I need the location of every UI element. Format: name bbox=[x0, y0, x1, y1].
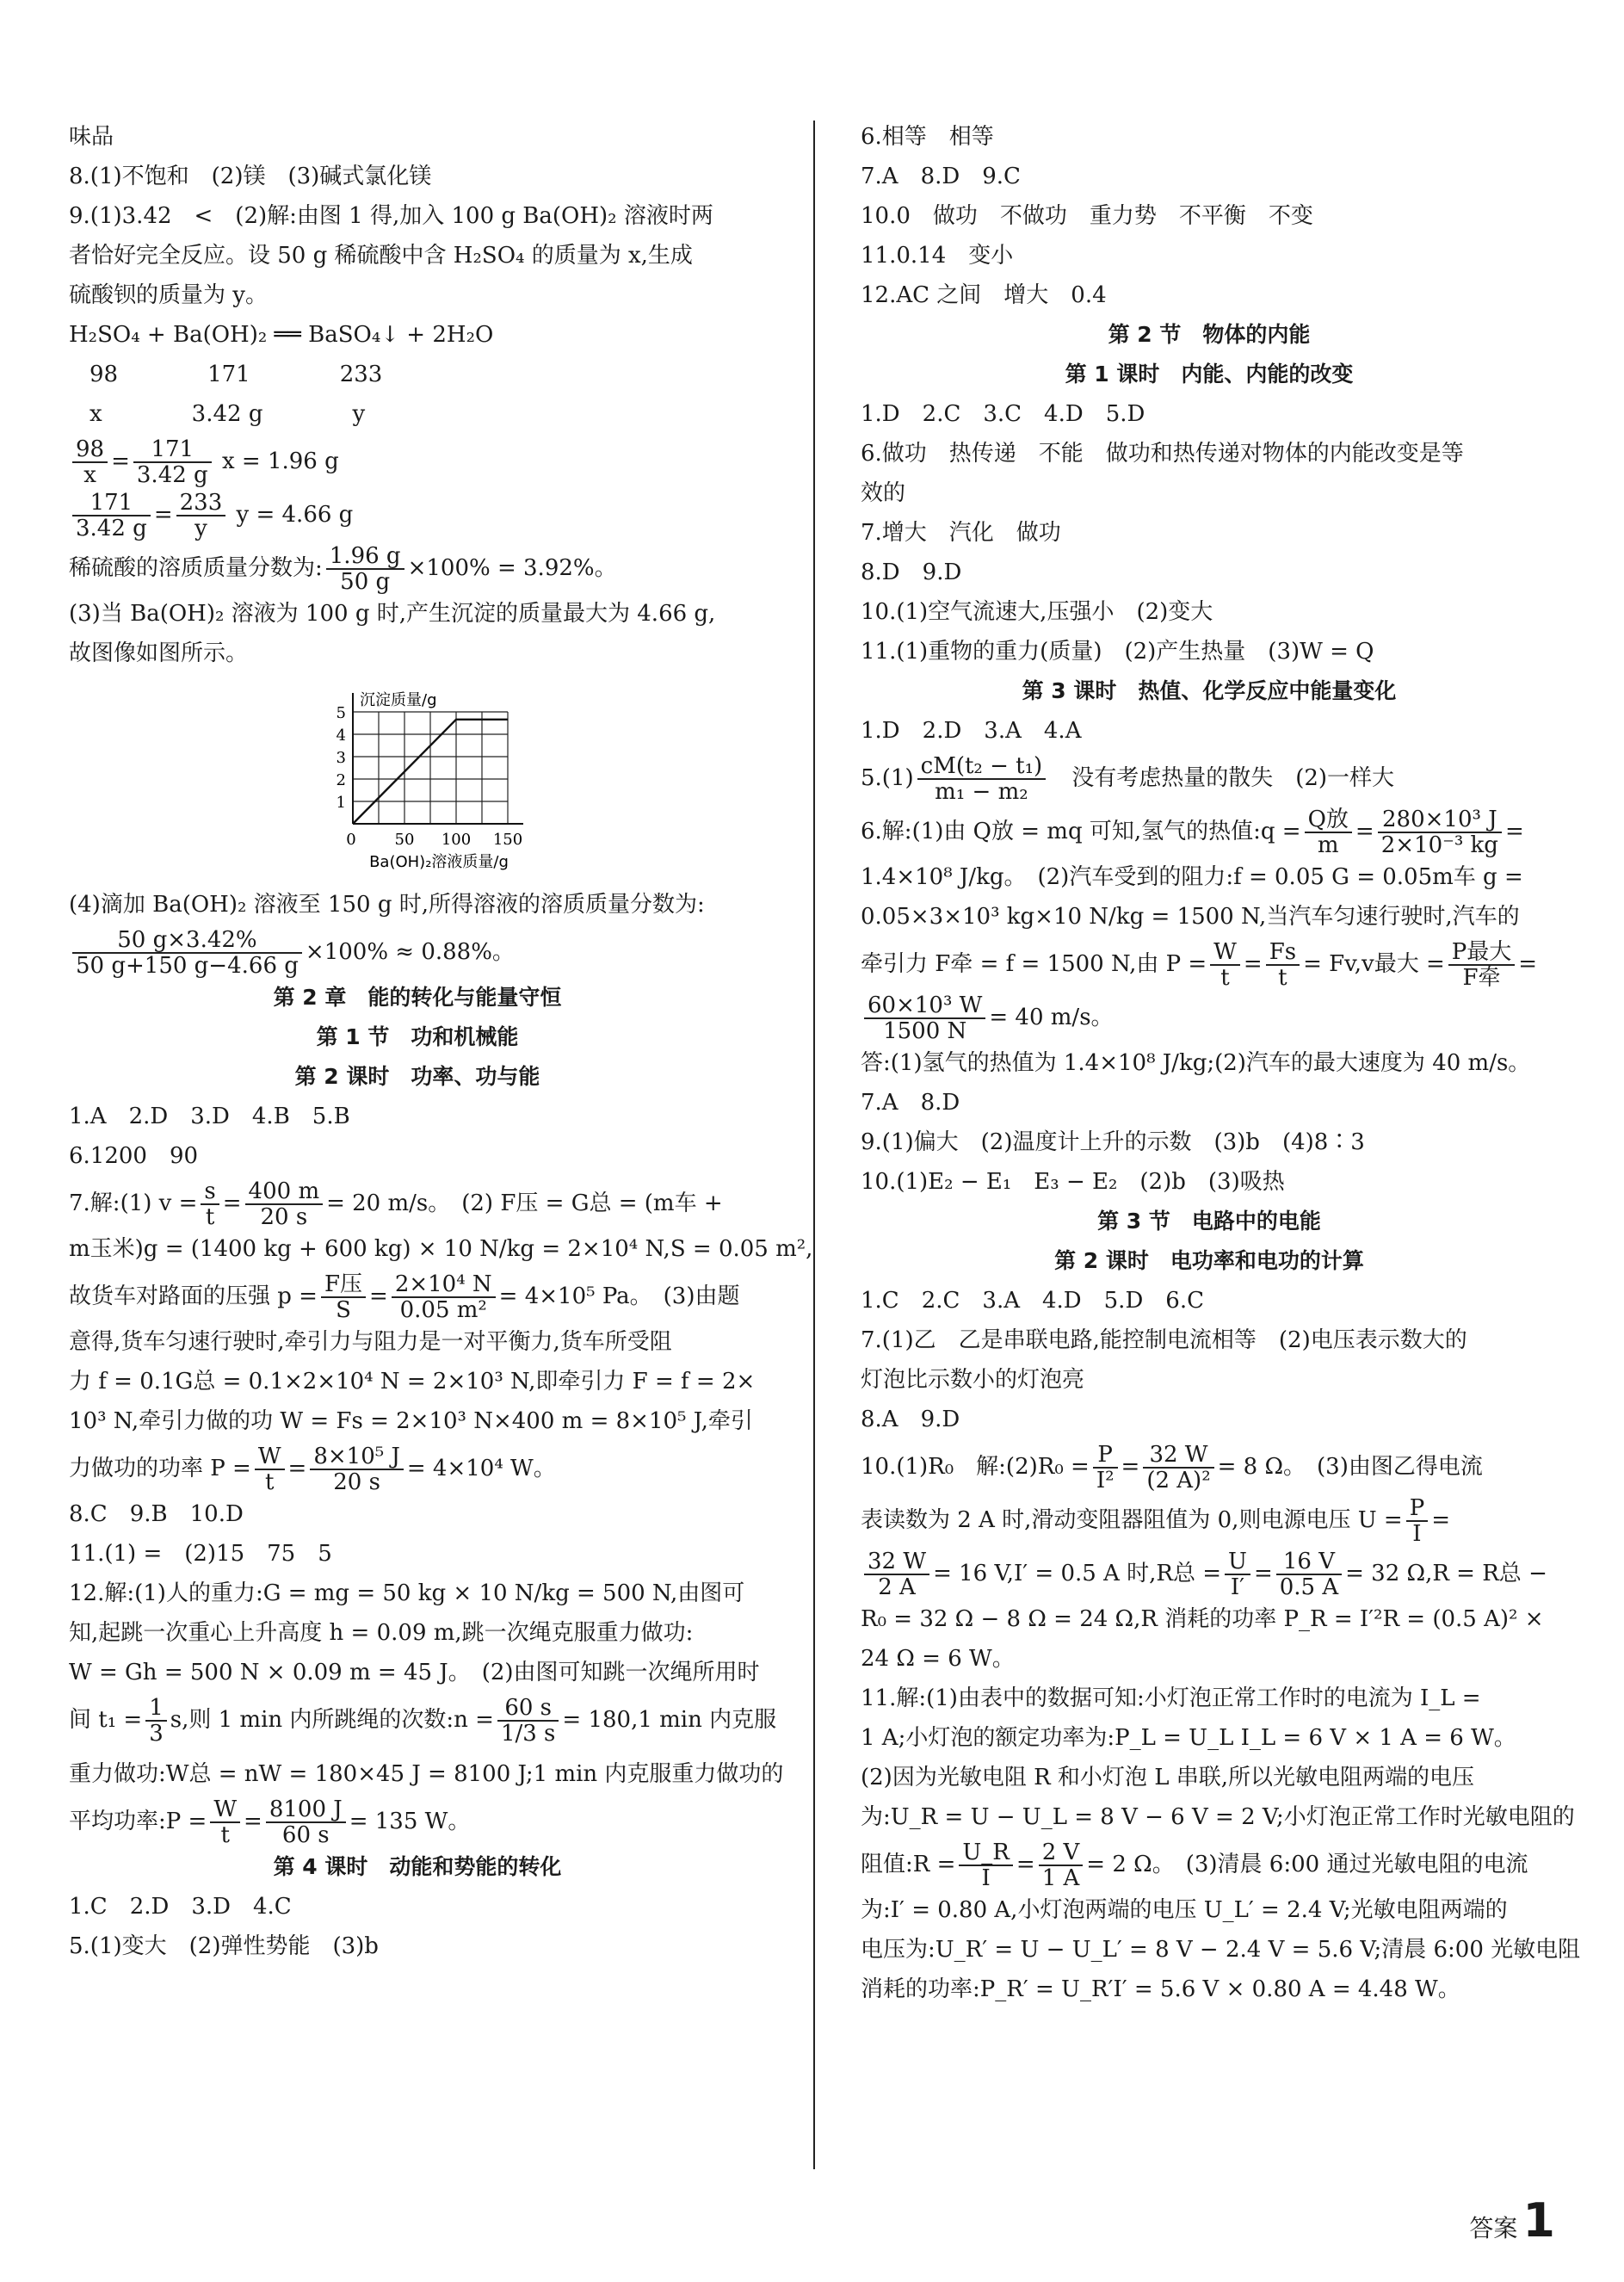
fraction: $\frac{\text{P最大}}{\text{F牵}}$ bbox=[1448, 940, 1516, 990]
fraction: $\frac{\text{280×10³ J}}{\text{2×10⁻³ kg}}$ bbox=[1378, 807, 1502, 857]
fraction: $\frac{32 W}{2 A}$ bbox=[864, 1549, 929, 1599]
answer-8: 8.(1)不饱和 (2)镁 (3)碱式氯化镁 bbox=[69, 164, 432, 189]
fraction: $\frac{W}{t}$ bbox=[255, 1444, 285, 1494]
column-divider bbox=[813, 121, 815, 2169]
traction-line: 牵引力 F牵 = f = 1500 N,由 P = $\frac{W}{t}$ = $\frac{Fs}{t}$ = Fv,v最大 = $\frac{\text{P最大}}{\text{F牵}}$ = bbox=[861, 939, 1538, 991]
molar-masses: 98 171 233 bbox=[90, 362, 383, 387]
heat-value-line: 6.解:(1)由 Q放 = mq 可知,氢气的热值:q = $\frac{\text{Q放}}{m}$ = $\frac{\text{280×10³ J}}{\text{2×10⁻³ kg}}$ = bbox=[861, 807, 1524, 858]
text-line: 重力做功:W总 = nW = 180×45 J = 8100 J;1 min 内克服重力做功的 bbox=[69, 1761, 784, 1787]
answer-line: 6.做功 热传递 不能 做功和热传递对物体的内能改变是等 bbox=[861, 441, 1464, 467]
chemical-equation: H₂SO₄ + Ba(OH)₂ ══ BaSO₄↓ + 2H₂O bbox=[69, 322, 494, 348]
mass-fraction-line: 稀硫酸的溶质质量分数为: $\frac{1.96 g}{50 g}$ ×100% = 3.92%。 bbox=[69, 543, 617, 595]
y-axis-label: 沉淀质量/g bbox=[360, 691, 437, 709]
text-line: (3)当 Ba(OH)₂ 溶液为 100 g 时,产生沉淀的质量最大为 4.66 g, bbox=[69, 601, 716, 627]
answer-line: 10.(1)空气流速大,压强小 (2)变大 bbox=[861, 599, 1213, 625]
lesson-heading: 第 2 课时 电功率和电功的计算 bbox=[1054, 1248, 1364, 1273]
total-resistance-line: $\frac{32 W}{2 A}$ = 16 V,I′ = 0.5 A 时,R总 = $\frac{U}{I'}$ = $\frac{16 V}{0.5 A}$ = 32 Ω,R = R总 − bbox=[861, 1549, 1558, 1603]
x-tick-label: 50 bbox=[394, 831, 415, 849]
text-line: 硫酸钡的质量为 y。 bbox=[69, 282, 268, 308]
y-tick-label: 1 bbox=[336, 794, 346, 812]
answer-line: 11.0.14 变小 bbox=[861, 243, 1014, 269]
x-tick-label: 100 bbox=[441, 831, 472, 849]
text-line: (4)滴加 Ba(OH)₂ 溶液至 150 g 时,所得溶液的溶质质量分数为: bbox=[69, 892, 705, 918]
fraction: $\frac{8100 J}{60 s}$ bbox=[266, 1797, 346, 1847]
text-line: 答:(1)氢气的热值为 1.4×10⁸ J/kg;(2)汽车的最大速度为 40 m/s。 bbox=[861, 1050, 1531, 1076]
answer-line: 7.增大 汽化 做功 bbox=[861, 520, 1061, 546]
fraction: $\frac{U\_R}{I}$ bbox=[959, 1840, 1013, 1890]
precipitate-chart bbox=[318, 682, 542, 880]
y-tick-label: 2 bbox=[336, 771, 346, 789]
fraction: $\frac{P}{I}$ bbox=[1406, 1496, 1429, 1546]
answer-line: 11.(1) = (2)15 75 5 bbox=[69, 1541, 332, 1567]
answer-line: 7.A 8.D bbox=[861, 1090, 960, 1116]
answer-11: 11.解:(1)由表中的数据可知:小灯泡正常工作时的电流为 I_L = bbox=[861, 1685, 1481, 1711]
x-tick-label: 150 bbox=[492, 831, 523, 849]
fraction: $\frac{233}{y}$ bbox=[176, 491, 226, 541]
text-line: 意得,货车匀速行驶时,牵引力与阻力是一对平衡力,货车所受阻 bbox=[69, 1329, 672, 1355]
answer-line: 1.D 2.D 3.A 4.A bbox=[861, 718, 1082, 744]
fraction: $\frac{U}{I'}$ bbox=[1225, 1549, 1250, 1599]
y-tick-label: 3 bbox=[336, 749, 346, 767]
answer-line: 11.(1)重物的重力(质量) (2)产生热量 (3)W = Q bbox=[861, 639, 1374, 665]
lesson-heading: 第 2 课时 功率、功与能 bbox=[294, 1064, 540, 1089]
answer-9: 9.(1)3.42 < (2)解:由图 1 得,加入 100 g Ba(OH)₂ 溶液时两 bbox=[69, 203, 713, 229]
section-heading: 第 1 节 功和机械能 bbox=[316, 1024, 519, 1049]
x-tick-label: 0 bbox=[346, 831, 356, 849]
answer-line: 8.D 9.D bbox=[861, 560, 962, 585]
resistance-line: 10.(1)R₀ 解:(2)R₀ = $\frac{P}{\text{I²}}$ = $\frac{32 W}{\text{(2 A)²}}$ = 8 Ω。 (3)由图乙得电流 bbox=[861, 1442, 1483, 1494]
section-heading: 第 3 节 电路中的电能 bbox=[1097, 1209, 1321, 1234]
fraction: $\frac{Fs}{t}$ bbox=[1266, 940, 1300, 990]
x-axis-label: Ba(OH)₂溶液质量/g bbox=[369, 853, 509, 871]
power-line: 力做功的功率 P = $\frac{W}{t}$ = $\frac{\text{8×10⁵ J}}{20 s}$ = 4×10⁴ W。 bbox=[69, 1444, 556, 1495]
fraction: $\frac{\text{60×10³ W}}{1500 N}$ bbox=[864, 993, 985, 1043]
page-footer bbox=[1469, 2193, 1555, 2248]
y-tick-label: 4 bbox=[336, 727, 346, 745]
text-line: 24 Ω = 6 W。 bbox=[861, 1646, 1015, 1672]
fraction: $\frac{400 m}{20 s}$ bbox=[245, 1179, 324, 1229]
solution-fraction-line: $\frac{50 g\times 3.42\%}{50 g+150 g-4.66 g}$ ×100% ≈ 0.88%。 bbox=[69, 928, 766, 981]
chart-svg bbox=[318, 682, 542, 880]
right-column bbox=[861, 121, 1581, 2013]
text-line: 为:I′ = 0.80 A,小灯泡两端的电压 U_L′ = 2.4 V;光敏电阻两端的 bbox=[861, 1897, 1508, 1923]
answer-line: 7.(1)乙 乙是串联电路,能控制电流相等 (2)电压表示数大的 bbox=[861, 1327, 1467, 1353]
answer-line: 1.A 2.D 3.D 4.B 5.B bbox=[69, 1104, 350, 1129]
fraction: $\frac{\text{F压}}{S}$ bbox=[321, 1272, 366, 1322]
answer-line: 6.相等 相等 bbox=[861, 124, 994, 150]
fraction: $\frac{P}{\text{I²}}$ bbox=[1093, 1443, 1118, 1493]
text-line: 为:U_R = U − U_L = 8 V − 6 V = 2 V;小灯泡正常工作时光敏电阻的 bbox=[861, 1804, 1575, 1830]
fraction: $\frac{\text{8×10⁵ J}}{20 s}$ bbox=[310, 1444, 404, 1494]
fraction: $\frac{171}{3.42 g}$ bbox=[72, 491, 151, 541]
page-number: 1 bbox=[1522, 2193, 1555, 2248]
fraction: $\frac{1.96 g}{50 g}$ bbox=[326, 544, 404, 594]
text-line: 1 A;小灯泡的额定功率为:P_L = U_L I_L = 6 V × 1 A = 6 W。 bbox=[861, 1725, 1516, 1751]
lesson-heading: 第 1 课时 内能、内能的改变 bbox=[1065, 362, 1354, 387]
proportion-y: $\frac{171}{3.42 g}$ = $\frac{233}{y}$ y = 4.66 g bbox=[69, 491, 766, 544]
text-line: (2)因为光敏电阻 R 和小灯泡 L 串联,所以光敏电阻两端的电压 bbox=[861, 1765, 1474, 1790]
text-line: 知,起跳一次重心上升高度 h = 0.09 m,跳一次绳克服重力做功: bbox=[69, 1620, 694, 1646]
fraction: $\frac{50 g\times 3.42\%}{50 g+150 g-4.66 g}$ bbox=[72, 928, 302, 978]
max-speed-line: $\frac{\text{60×10³ W}}{1500 N}$ = 40 m/s。 bbox=[861, 993, 1558, 1047]
fraction: $\frac{171}{3.42 g}$ bbox=[133, 437, 212, 487]
answer-12: 12.解:(1)人的重力:G = mg = 50 kg × 10 N/kg = 500 N,由图可 bbox=[69, 1580, 745, 1606]
fraction: $\frac{\text{2×10⁴ N}}{\text{0.05 m²}}$ bbox=[392, 1272, 496, 1322]
lesson-heading: 第 3 课时 热值、化学反应中能量变化 bbox=[1022, 678, 1397, 703]
text-line: R₀ = 32 Ω − 8 Ω = 24 Ω,R 消耗的功率 P_R = I′²R = (0.5 A)² × bbox=[861, 1606, 1544, 1632]
fraction: $\frac{\text{cM(t₂ − t₁)}}{\text{m₁ − m₂}}$ bbox=[917, 754, 1047, 804]
answer-line: 12.AC 之间 增大 0.4 bbox=[861, 282, 1107, 308]
answer-line: 8.A 9.D bbox=[861, 1407, 960, 1432]
pressure-line: 故货车对路面的压强 p = $\frac{\text{F压}}{S}$ = $\frac{\text{2×10⁴ N}}{\text{0.05 m²}}$ = 4×10⁵ Pa。 (3)由题 bbox=[69, 1271, 740, 1323]
fraction: $\frac{1}{3}$ bbox=[145, 1696, 167, 1746]
text-line: 1.4×10⁸ J/kg。 (2)汽车受到的阻力:f = 0.05 G = 0.05m车 g = bbox=[861, 864, 1523, 890]
text-line: 味品 bbox=[69, 124, 114, 150]
text-line: W = Gh = 500 N × 0.09 m = 45 J。 (2)由图可知跳一次绳所用时 bbox=[69, 1660, 760, 1685]
answer-line: 8.C 9.B 10.D bbox=[69, 1501, 244, 1527]
answer-line: 9.(1)偏大 (2)温度计上升的示数 (3)b (4)8∶3 bbox=[861, 1129, 1365, 1155]
photoresistor-line: 阻值:R = $\frac{U\_R}{I}$ = $\frac{2 V}{1 A}$ = 2 Ω。 (3)清晨 6:00 通过光敏电阻的电流 bbox=[861, 1840, 1528, 1891]
answer-line: 1.C 2.D 3.D 4.C bbox=[69, 1894, 292, 1920]
proportion-x: $\frac{98}{x}$ = $\frac{171}{3.42 g}$ x = 1.96 g bbox=[69, 437, 766, 491]
text-line: 灯泡比示数小的灯泡亮 bbox=[861, 1367, 1085, 1393]
fraction: $\frac{2 V}{1 A}$ bbox=[1039, 1840, 1084, 1890]
text-line: m玉米)g = (1400 kg + 600 kg) × 10 N/kg = 2×10⁴ N,S = 0.05 m², bbox=[69, 1236, 813, 1262]
answer-line: 10.0 做功 不做功 重力势 不平衡 不变 bbox=[861, 203, 1313, 229]
lesson-heading: 第 4 课时 动能和势能的转化 bbox=[273, 1854, 562, 1879]
answer-5-line: 5.(1) $\frac{\text{cM(t₂ − t₁)}}{\text{m₁ − m₂}}$ 没有考虑热量的散失 (2)一样大 bbox=[861, 753, 1395, 805]
answer-line: 10.(1)E₂ − E₁ E₃ − E₂ (2)b (3)吸热 bbox=[861, 1169, 1285, 1195]
answer-line: 5.(1)变大 (2)弹性势能 (3)b bbox=[69, 1933, 379, 1959]
fraction: $\frac{\text{Q放}}{m}$ bbox=[1305, 807, 1352, 857]
text-line: 故图像如图所示。 bbox=[69, 640, 249, 666]
voltage-line: 表读数为 2 A 时,滑动变阻器阻值为 0,则电源电压 U = $\frac{P}{I}$ = bbox=[861, 1495, 1450, 1547]
answer-line: 1.C 2.C 3.A 4.D 5.D 6.C bbox=[861, 1288, 1204, 1314]
fraction: $\frac{W}{t}$ bbox=[1210, 940, 1240, 990]
text-line: 者恰好完全反应。设 50 g 稀硫酸中含 H₂SO₄ 的质量为 x,生成 bbox=[69, 243, 693, 269]
text-line: 10³ N,牵引力做的功 W = Fs = 2×10³ N×400 m = 8×10⁵ J,牵引 bbox=[69, 1408, 753, 1434]
footer-label: 答案 bbox=[1469, 2214, 1518, 2242]
fraction: $\frac{s}{t}$ bbox=[201, 1179, 219, 1229]
fraction: $\frac{60 s}{1/3 s}$ bbox=[497, 1696, 559, 1746]
y-tick-label: 5 bbox=[336, 704, 346, 722]
unknowns: x 3.42 g y bbox=[90, 401, 366, 427]
text-line: 电压为:U_R′ = U − U_L′ = 8 V − 2.4 V = 5.6 V;清晨 6:00 光敏电阻 bbox=[861, 1937, 1581, 1963]
answer-line: 7.A 8.D 9.C bbox=[861, 164, 1021, 189]
fraction: $\frac{16 V}{0.5 A}$ bbox=[1276, 1549, 1342, 1599]
fraction: $\frac{W}{t}$ bbox=[210, 1797, 240, 1847]
chapter-heading: 第 2 章 能的转化与能量守恒 bbox=[273, 985, 562, 1010]
answer-line: 6.1200 90 bbox=[69, 1143, 199, 1169]
section-heading: 第 2 节 物体的内能 bbox=[1108, 322, 1311, 347]
answer-7-line: 7.解:(1) v = $\frac{s}{t}$ = $\frac{400 m}{20 s}$ = 20 m/s。 (2) F压 = G总 = (m车 + bbox=[69, 1178, 723, 1230]
text-line: 0.05×3×10³ kg×10 N/kg = 1500 N,当汽车匀速行驶时,汽车的 bbox=[861, 904, 1520, 930]
left-column bbox=[69, 121, 813, 1970]
fraction: $\frac{32 W}{\text{(2 A)²}}$ bbox=[1143, 1443, 1213, 1493]
text-line: 效的 bbox=[861, 480, 906, 506]
jump-count-line: 间 t₁ = $\frac{1}{3}$ s,则 1 min 内所跳绳的次数:n = $\frac{60 s}{1/3 s}$ = 180,1 min 内克服 bbox=[69, 1695, 777, 1747]
text-line: 力 f = 0.1G总 = 0.1×2×10⁴ N = 2×10³ N,即牵引力 F = f = 2× bbox=[69, 1369, 756, 1395]
avg-power-line: 平均功率:P = $\frac{W}{t}$ = $\frac{8100 J}{60 s}$ = 135 W。 bbox=[69, 1797, 471, 1848]
fraction: $\frac{98}{x}$ bbox=[72, 437, 108, 487]
answer-line: 1.D 2.C 3.C 4.D 5.D bbox=[861, 401, 1145, 427]
text-line: 消耗的功率:P_R′ = U_R′I′ = 5.6 V × 0.80 A = 4.48 W。 bbox=[861, 1976, 1460, 2002]
